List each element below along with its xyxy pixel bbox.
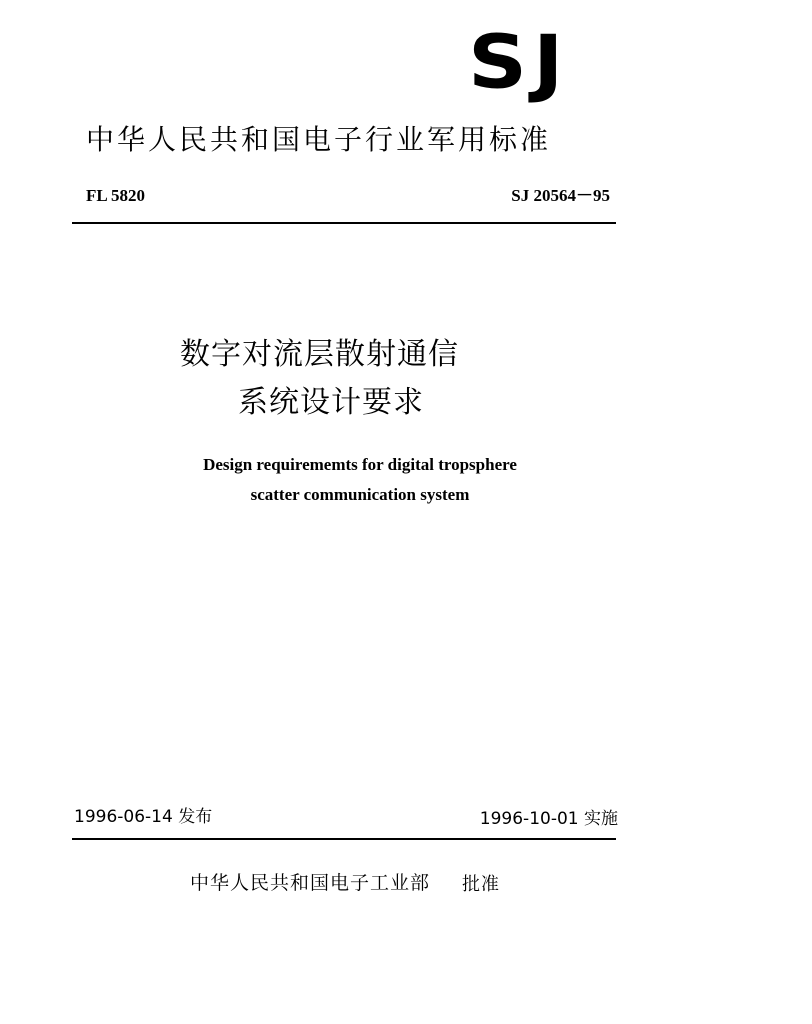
standard-category-title: 中华人民共和国电子行业军用标准 [86,123,552,156]
classification-code: FL 5820 [86,186,146,205]
document-title-cn-line2: 系统设计要求 [238,385,424,420]
document-title-en-line2: scatter communication system [250,485,470,504]
approval-label: 批准 [462,874,500,895]
sj-logo: SJ [468,20,570,106]
header-divider [72,222,616,224]
document-title-cn-line1: 数字对流层散射通信 [180,337,459,372]
standard-number: SJ 20564－95 [511,186,610,205]
issuing-authority: 中华人民共和国电子工业部 [190,872,431,894]
footer-divider [72,838,616,840]
effective-date: 1996-10-01 实施 [479,809,618,829]
issue-date: 1996-06-14 发布 [74,807,213,827]
document-title-en-line1: Design requirememts for digital tropsphere [203,455,517,474]
